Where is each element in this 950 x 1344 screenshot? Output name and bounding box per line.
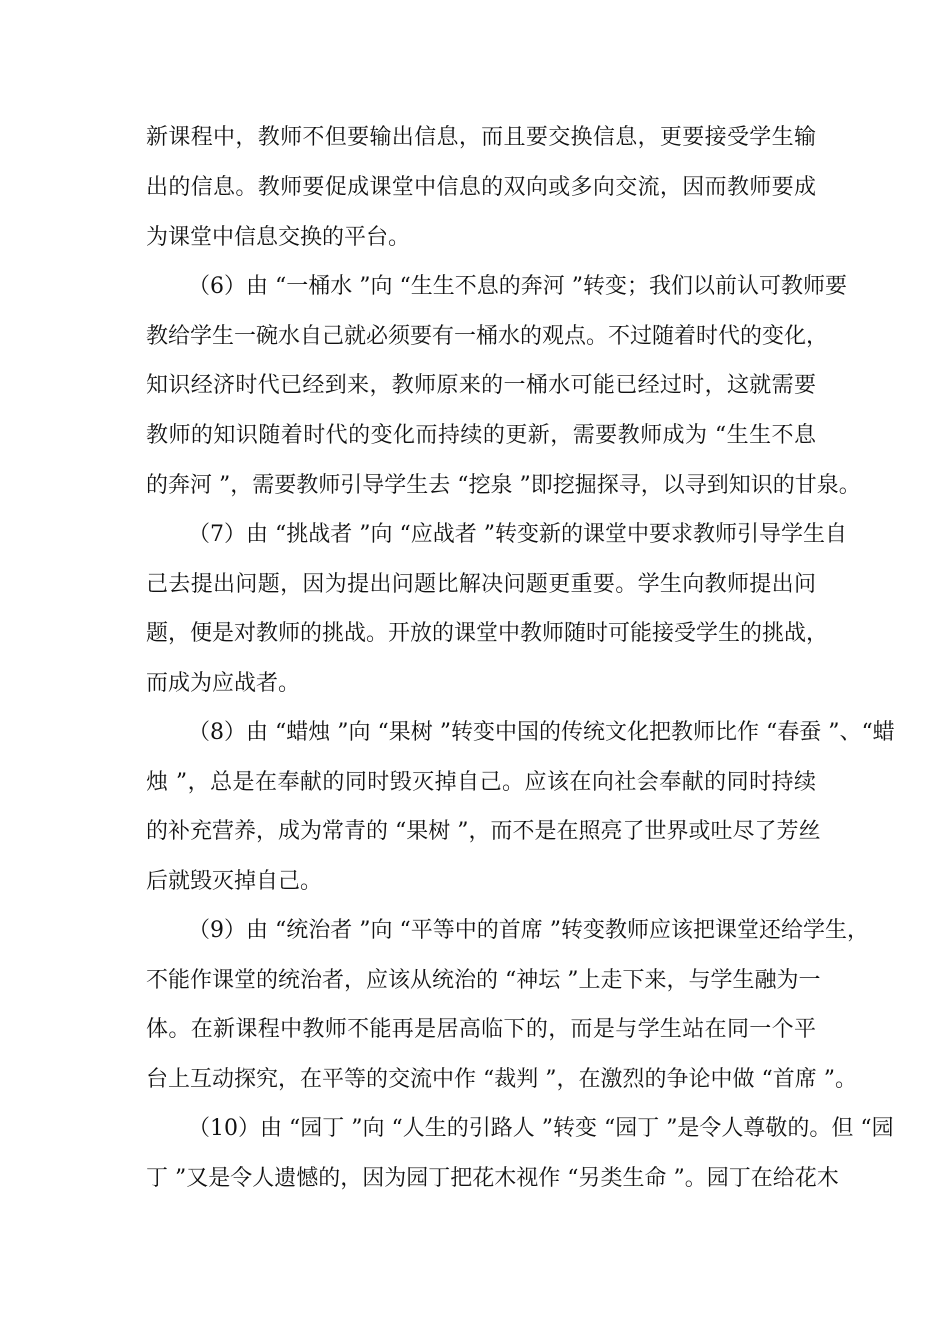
text-line: 烛 ”，总是在奉献的同时毁灭掉自己。应该在向社会奉献的同时持续 [146, 770, 816, 795]
paragraph-start-line: （10）由 “园丁 ”向 “人生的引路人 ”转变 “园丁 ”是令人尊敬的。但 “园 [188, 1116, 894, 1141]
text-line: 不能作课堂的统治者，应该从统治的 “神坛 ”上走下来，与学生融为一 [146, 968, 821, 993]
text-line: 题，便是对教师的挑战。开放的课堂中教师随时可能接受学生的挑战， [146, 621, 829, 646]
text-line: 的奔河 ”，需要教师引导学生去 “挖泉 ”即挖掘探寻，以寻到知识的甘泉。 [146, 473, 861, 498]
text-line: 而成为应战者。 [146, 671, 301, 696]
paragraph-start-line: （9）由 “统治者 ”向 “平等中的首席 ”转变教师应该把课堂还给学生， [188, 918, 869, 943]
text-line: 为课堂中信息交换的平台。 [146, 225, 411, 250]
text-line: 体。在新课程中教师不能再是居高临下的，而是与学生站在同一个平 [146, 1017, 816, 1042]
text-line: 后就毁灭掉自己。 [146, 869, 323, 894]
paragraph-start-line: （6）由 “一桶水 ”向 “生生不息的奔河 ”转变；我们以前认可教师要 [188, 274, 847, 299]
text-line: 台上互动探究，在平等的交流中作 “裁判 ”，在激烈的争论中做 “首席 ”。 [146, 1067, 857, 1092]
text-line: 的补充营养，成为常青的 “果树 ”，而不是在照亮了世界或吐尽了芳丝 [146, 819, 821, 844]
paragraph-start-line: （8）由 “蜡烛 ”向 “果树 ”转变中国的传统文化把教师比作 “春蚕 ”、“蜡 [188, 720, 895, 745]
text-line: 丁 ”又是令人遗憾的，因为园丁把花木视作 “另类生命 ”。园丁在给花木 [146, 1166, 839, 1191]
text-line: 知识经济时代已经到来，教师原来的一桶水可能已经过时，这就需要 [146, 373, 816, 398]
text-line: 出的信息。教师要促成课堂中信息的双向或多向交流，因而教师要成 [146, 175, 816, 200]
text-line: 教师的知识随着时代的变化而持续的更新，需要教师成为 “生生不息 [146, 423, 816, 448]
paragraph-start-line: （7）由 “挑战者 ”向 “应战者 ”转变新的课堂中要求教师引导学生自 [188, 522, 847, 547]
text-line: 新课程中，教师不但要输出信息，而且要交换信息，更要接受学生输 [146, 125, 816, 150]
text-line: 己去提出问题，因为提出问题比解决问题更重要。学生向教师提出问 [146, 572, 816, 597]
text-line: 教给学生一碗水自己就必须要有一桶水的观点。不过随着时代的变化， [146, 324, 829, 349]
